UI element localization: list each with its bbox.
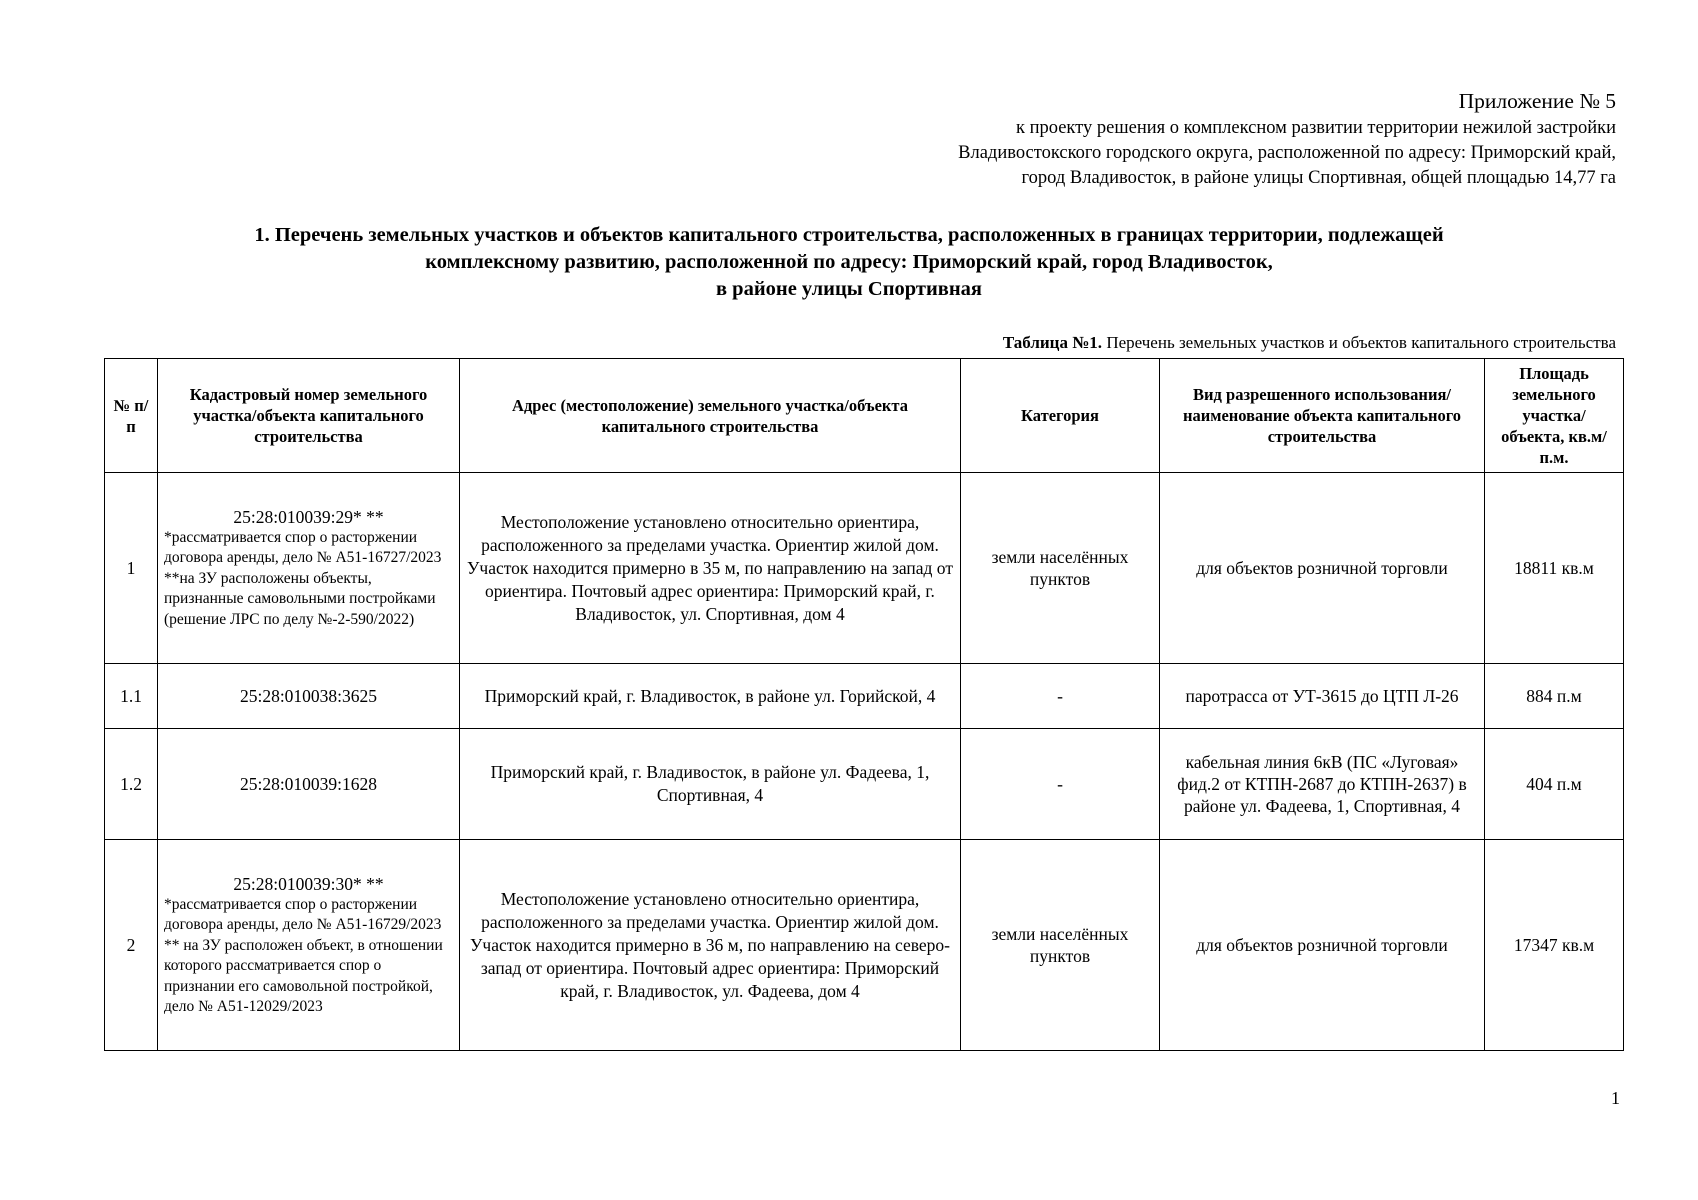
cell-num: 1.1 bbox=[105, 664, 158, 729]
cell-num: 1 bbox=[105, 473, 158, 664]
cadastral-note: *рассматривается спор о расторжении договора аренды, дело № А51-16727/2023 bbox=[164, 528, 442, 567]
heading-line: в районе улицы Спортивная bbox=[715, 278, 983, 300]
appendix-title: Приложение № 5 bbox=[1458, 89, 1616, 113]
header-category: Категория bbox=[961, 359, 1160, 473]
cadastral-number: 25:28:010039:1628 bbox=[239, 774, 378, 794]
appendix-line: к проекту решения о комплексном развитии территории нежилой застройки bbox=[1015, 118, 1616, 138]
cell-category: - bbox=[961, 664, 1160, 729]
table-row bbox=[105, 473, 1624, 664]
cell-cadastral bbox=[158, 729, 460, 840]
header-use: Вид разрешенного использования/наименование объекта капитального строительства bbox=[1160, 359, 1485, 473]
appendix-block bbox=[958, 86, 1616, 191]
cell-area: 18811 кв.м bbox=[1485, 473, 1624, 664]
cadastral-note: **на ЗУ расположены объекты, признанные самовольными постройками (решение ЛРС по делу №-2-590/2022) bbox=[164, 569, 436, 628]
header-cadastral: Кадастровый номер земельного участка/объекта капитального строительства bbox=[158, 359, 460, 473]
section-heading bbox=[100, 222, 1598, 303]
heading-line: комплексному развитию, расположенной по адресу: Приморский край, город Владивосток, bbox=[425, 251, 1273, 273]
cell-area: 404 п.м bbox=[1485, 729, 1624, 840]
table-row bbox=[105, 664, 1624, 729]
cell-area: 884 п.м bbox=[1485, 664, 1624, 729]
cell-address: Приморский край, г. Владивосток, в районе ул. Горийской, 4 bbox=[460, 664, 961, 729]
cell-num: 1.2 bbox=[105, 729, 158, 840]
cadastral-note: ** на ЗУ расположен объект, в отношении которого рассматривается спор о признании его самовольной постройкой, дело № А51-12029/2023 bbox=[164, 936, 443, 1015]
table-caption bbox=[1003, 333, 1616, 353]
cell-address: Местоположение установлено относительно ориентира, расположенного за пределами участка. Ориентир жилой дом. Участок находится примерно в 35 м, по направлению на запад от ориентира. Почтовый адрес ориентира: Приморский край, г. Владивосток, ул. Спортивная, дом 4 bbox=[460, 473, 961, 664]
cell-cadastral bbox=[158, 473, 460, 664]
header-num: № п/п bbox=[105, 359, 158, 473]
table-row bbox=[105, 729, 1624, 840]
cell-cadastral bbox=[158, 840, 460, 1051]
table-row bbox=[105, 840, 1624, 1051]
table-header-row bbox=[105, 359, 1624, 473]
cell-num: 2 bbox=[105, 840, 158, 1051]
cadastral-number: 25:28:010039:29* ** bbox=[233, 506, 384, 527]
page-number: 1 bbox=[1611, 1088, 1620, 1108]
cell-use: паротрасса от УТ-3615 до ЦТП Л-26 bbox=[1160, 664, 1485, 729]
cell-area: 17347 кв.м bbox=[1485, 840, 1624, 1051]
table-caption-label: Таблица №1. bbox=[1002, 333, 1103, 352]
appendix-line: Владивостокского городского округа, расположенной по адресу: Приморский край, bbox=[958, 143, 1616, 163]
table-caption-text: Перечень земельных участков и объектов капитального строительства bbox=[1102, 333, 1616, 352]
cell-category: - bbox=[961, 729, 1160, 840]
cell-category: земли населённых пунктов bbox=[961, 473, 1160, 664]
cell-use: для объектов розничной торговли bbox=[1160, 473, 1485, 664]
land-plots-table bbox=[104, 358, 1624, 1051]
appendix-line: город Владивосток, в районе улицы Спортивная, общей площадью 14,77 га bbox=[1021, 168, 1616, 188]
cell-use: для объектов розничной торговли bbox=[1160, 840, 1485, 1051]
cadastral-number: 25:28:010038:3625 bbox=[239, 686, 378, 706]
cadastral-note: *рассматривается спор о расторжении договора аренды, дело № А51-16729/2023 bbox=[164, 895, 442, 933]
cell-use: кабельная линия 6кВ (ПС «Луговая» фид.2 от КТПН-2687 до КТПН-2637) в районе ул. Фадеева, 1, Спортивная, 4 bbox=[1160, 729, 1485, 840]
cell-category: земли населённых пунктов bbox=[961, 840, 1160, 1051]
cell-cadastral bbox=[158, 664, 460, 729]
heading-line: 1. Перечень земельных участков и объектов капитального строительства, расположенных в границах территории, подлежащей bbox=[254, 224, 1444, 246]
header-address: Адрес (местоположение) земельного участка/объекта капитального строительства bbox=[460, 359, 961, 473]
cell-address: Местоположение установлено относительно ориентира, расположенного за пределами участка. Ориентир жилой дом. Участок находится примерно в 36 м, по направлению на северо-запад от ориентира. Почтовый адрес ориентира: Приморский край, г. Владивосток, ул. Фадеева, дом 4 bbox=[460, 840, 961, 1051]
cadastral-number: 25:28:010039:30* ** bbox=[233, 873, 384, 894]
cell-address: Приморский край, г. Владивосток, в районе ул. Фадеева, 1, Спортивная, 4 bbox=[460, 729, 961, 840]
header-area: Площадь земельного участка/ объекта, кв.м/п.м. bbox=[1485, 359, 1624, 473]
